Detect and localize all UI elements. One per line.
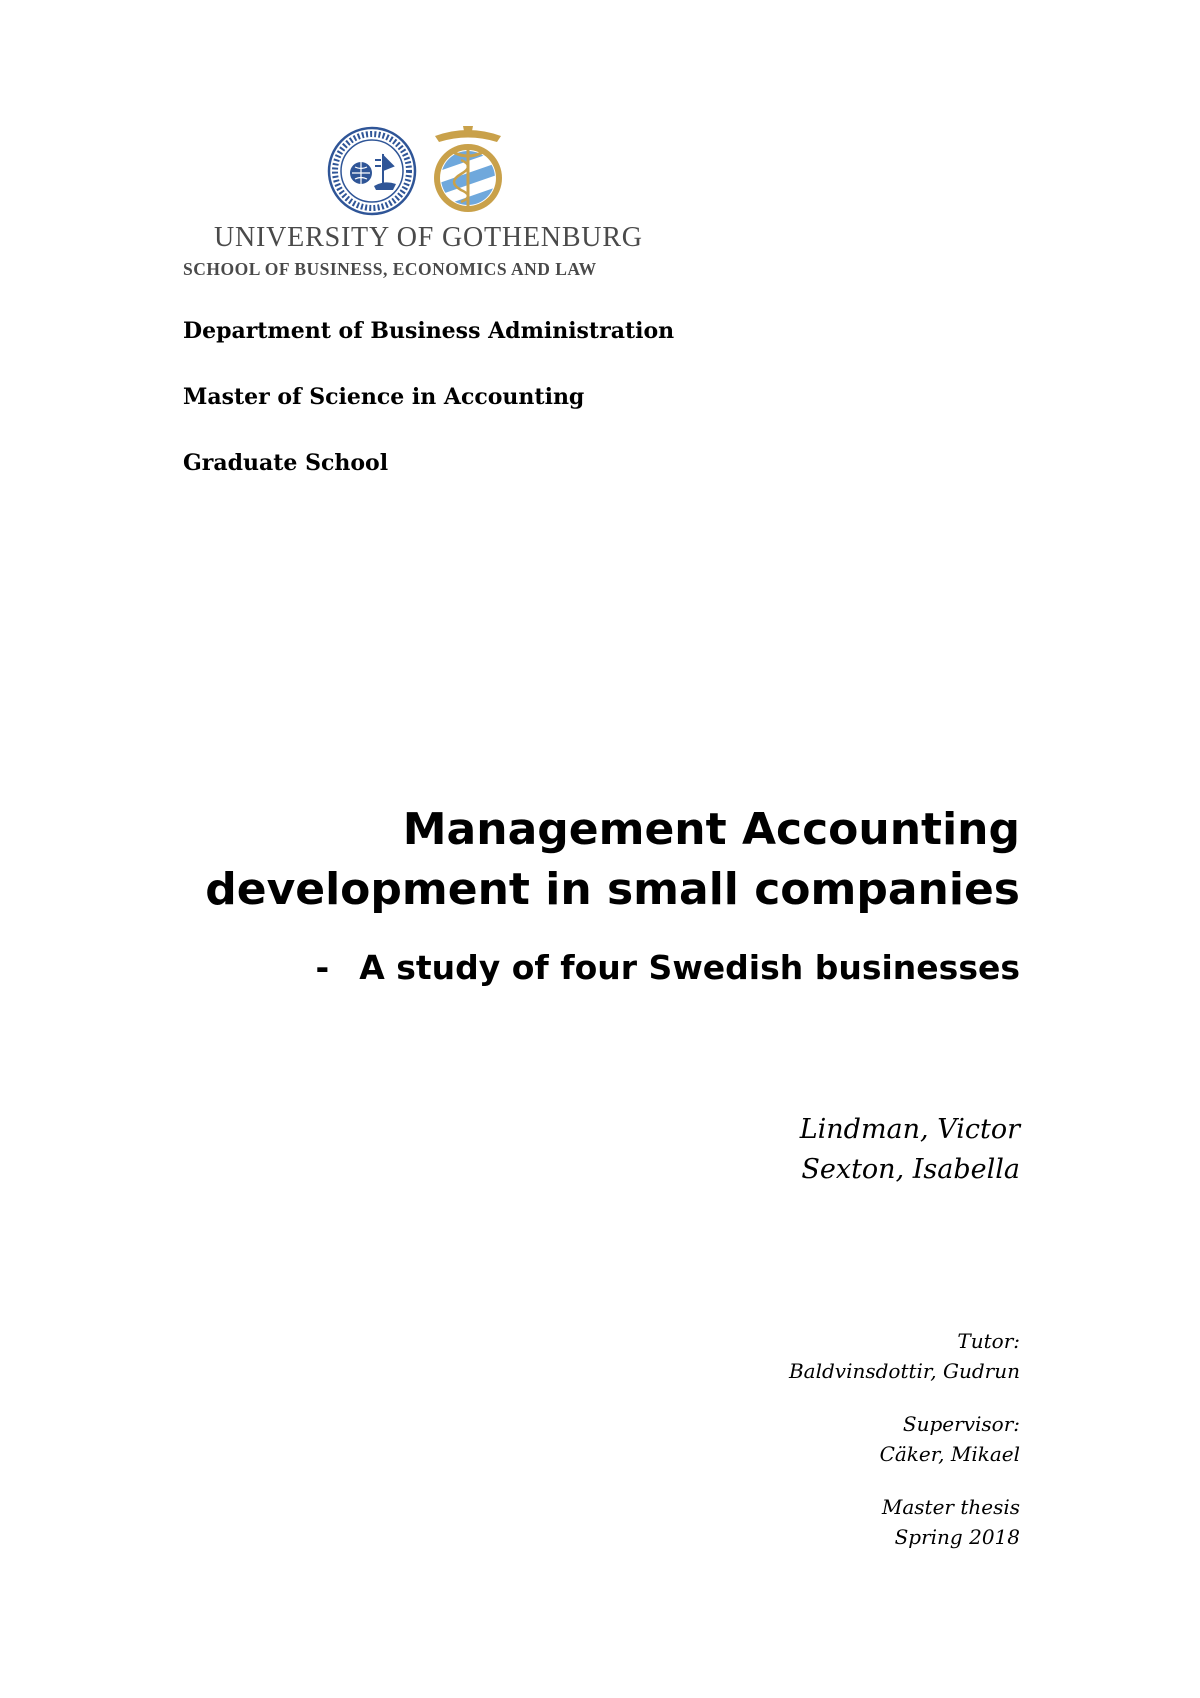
thesis-term: Spring 2018 [894, 1525, 1020, 1549]
tutor-block [789, 1326, 1020, 1386]
supervisor-name: Cäker, Mikael [879, 1442, 1020, 1466]
thesis-title-line-1: Management Accounting [402, 804, 1020, 855]
thesis-type: Master thesis [881, 1495, 1020, 1519]
university-name: UNIVERSITY OF GOTHENBURG [214, 222, 643, 253]
business-school-emblem-logo [425, 122, 511, 216]
thesis-title-line-2: development in small companies [205, 864, 1020, 915]
tutor-label: Tutor: [957, 1329, 1020, 1353]
program-name: Master of Science in Accounting [183, 384, 585, 410]
thesis-subtitle [315, 948, 1020, 987]
supervisor-label: Supervisor: [902, 1412, 1020, 1436]
supervisor-block [880, 1409, 1020, 1469]
subtitle-text: A study of four Swedish businesses [359, 948, 1020, 987]
thesis-info-block [882, 1492, 1020, 1552]
school-name: SCHOOL OF BUSINESS, ECONOMICS AND LAW [183, 259, 597, 279]
department-name: Department of Business Administration [183, 318, 675, 344]
author-name: Sexton, Isabella [801, 1154, 1020, 1185]
authors [800, 1110, 1020, 1190]
university-seal-logo [327, 126, 417, 216]
author-name: Lindman, Victor [799, 1114, 1020, 1145]
school-level: Graduate School [183, 450, 389, 476]
tutor-name: Baldvinsdottir, Gudrun [788, 1359, 1020, 1383]
thesis-title [205, 800, 1020, 920]
subtitle-dash: - [315, 948, 330, 987]
